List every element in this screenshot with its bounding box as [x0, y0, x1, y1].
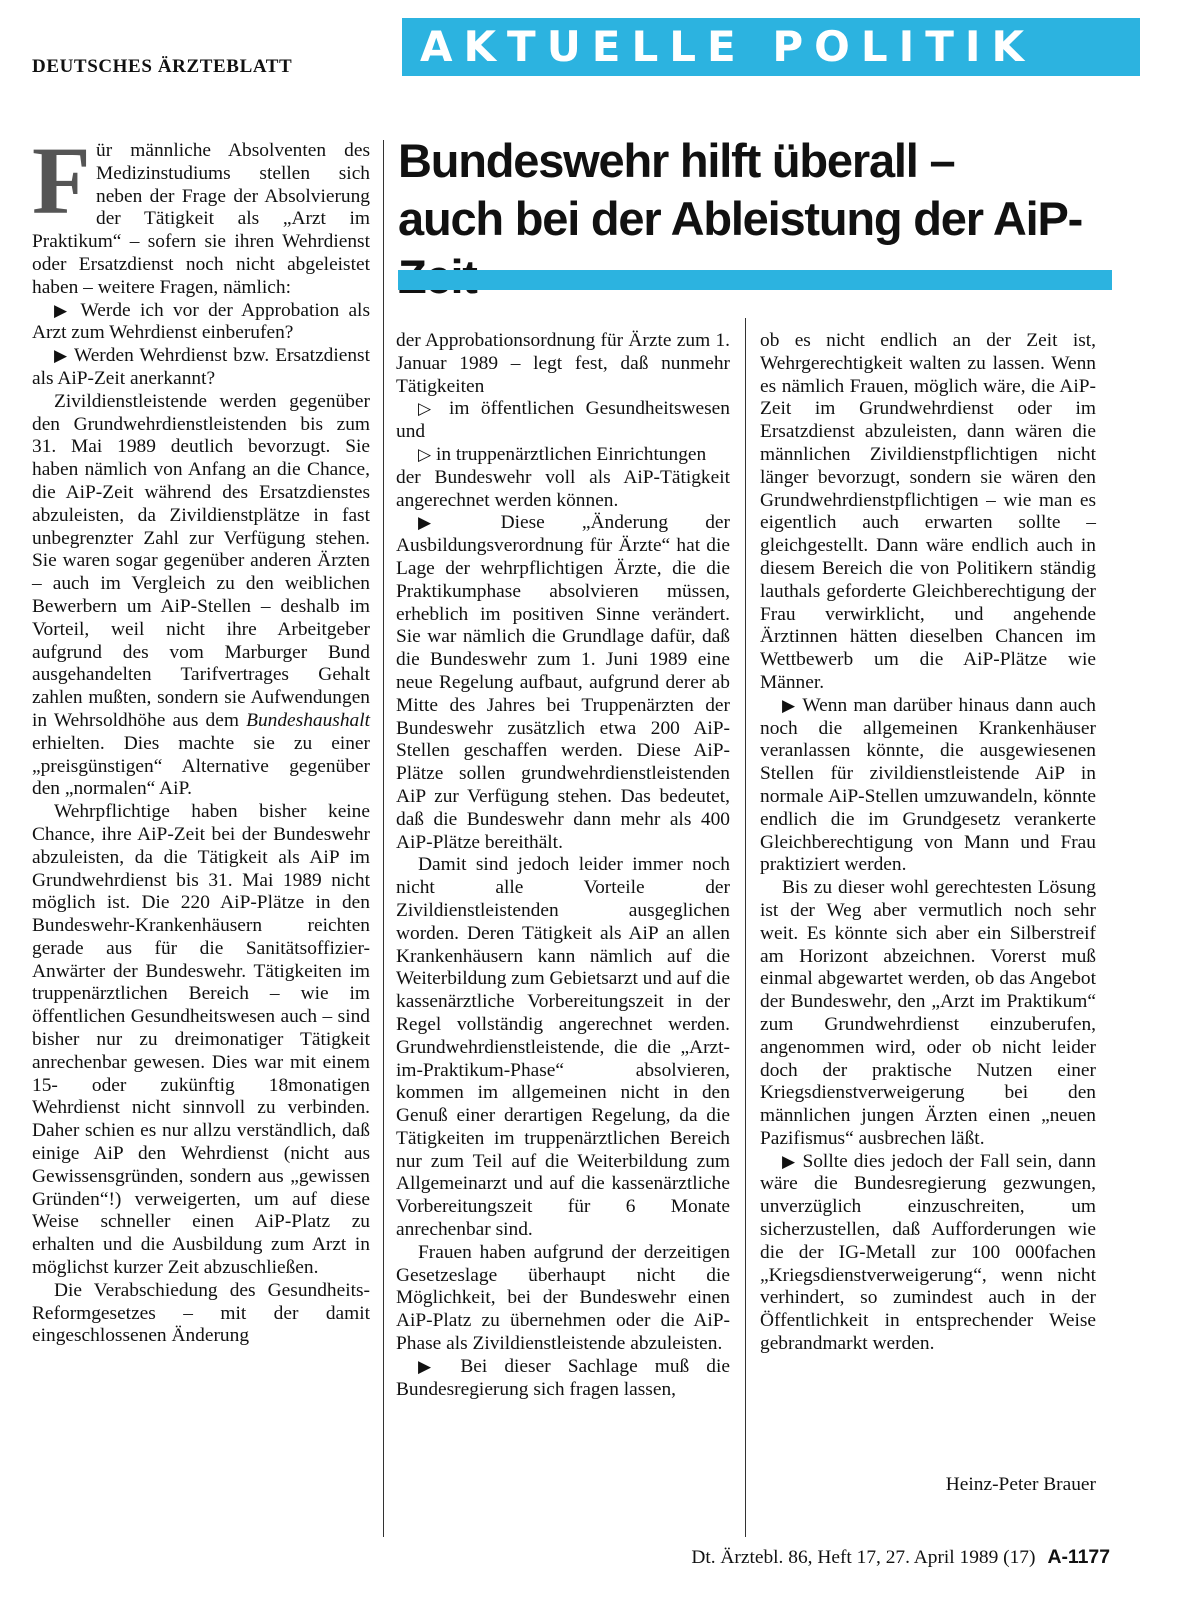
headline-underline-bar	[398, 270, 1112, 290]
body-paragraph: ob es nicht endlich an der Zeit ist, Wehrgerechtigkeit walten zu lassen. Wenn es nämlich Frauen, möglich wäre, die AiP-Zeit im Grundwehrdienst oder im Ersatzdienst abzuleisten, dann wären die männlichen Zivildienstpflichtigen nicht länger bevorzugt, sondern sie wären den Grundwehrdienstpflichtigen – wie man es eigentlich auch erwarten sollte – gleichgestellt. Dann wäre endlich auch in diesem Bereich die von Politikern ständig lauthals geforderte Gleichberechtigung der Frau verwirklicht, und angehende Ärztinnen hätten dieselben Chancen im Wettbewerb um die AiP-Plätze wie Männer.	[760, 330, 1096, 693]
article-column-3	[760, 330, 1096, 1356]
body-paragraph: der Approbationsordnung für Ärzte zum 1. Januar 1989 – legt fest, daß nunmehr Tätigkeiten	[396, 330, 730, 397]
black-right-triangle-icon: ▶	[418, 1356, 444, 1377]
black-right-triangle-icon: ▶	[782, 695, 797, 716]
body-paragraph: Damit sind jedoch leider immer noch nicht alle Vorteile der Zivildienstleistenden ausgeglichen worden. Deren Tätigkeit als AiP an allen Krankenhäusern kann nämlich auf die Weiterbildung zum Gebietsarzt und auf die kassenärztliche Vorbereitungszeit in der Regel vollständig angerechnet werden. Grundwehrdienstleistende, die die „Arzt-im-Praktikum-Phase“ absolvieren, kommen im allgemeinen nicht in den Genuß einer derartigen Regelung, da die Tätigkeiten im truppenärztlichen Bereich nur zum Teil auf die Weiterbildung zum Allgemeinarzt und auf die kassenärztliche Vorbereitungszeit für 6 Monate anrechenbar sind.	[396, 854, 730, 1241]
page-footer	[600, 1546, 1110, 1569]
outline-right-triangle-icon: ▷	[418, 399, 438, 420]
black-right-triangle-icon: ▶	[54, 346, 69, 367]
body-paragraph: Die Verabschiedung des Gesundheits-Reformgesetzes – mit der damit eingeschlossenen Änderung	[32, 1279, 370, 1347]
headline-line-1: Bundeswehr hilft überall –	[398, 134, 955, 187]
bullet-paragraph: ▶ Bei dieser Sachlage muß die Bundesregierung sich fragen lassen,	[396, 1355, 730, 1400]
question-bullet: ▶ Werde ich vor der Approbation als Arzt zum Wehrdienst einberufen?	[32, 299, 370, 344]
column-divider	[383, 140, 384, 1537]
bullet-paragraph: ▶ Sollte dies jedoch der Fall sein, dann wäre die Bundesregierung gezwungen, unverzüglich einzuschreiten, um sicherzustellen, daß Aufforderungen wie die der IG-Metall zur 100 000fachen „Kriegsdienstverweigerung“, wenn nicht verhindert, so zumindest auch in der Öffentlichkeit in entsprechender Weise gebrandmarkt werden.	[760, 1150, 1096, 1355]
question-bullet: ▶ Werden Wehrdienst bzw. Ersatzdienst als AiP-Zeit anerkannt?	[32, 345, 370, 389]
citation: Dt. Ärztebl. 86, Heft 17, 27. April 1989 (17)	[691, 1547, 1036, 1568]
outline-right-triangle-icon: ▷	[418, 444, 432, 465]
body-paragraph: Bis zu dieser wohl gerechtesten Lösung ist der Weg aber vermutlich noch sehr weit. Es könnte sich aber ein Silberstreif am Horizont abzeichnen. Vorerst muß einmal abgewartet werden, ob das Angebot der Bundeswehr, den „Arzt im Praktikum“ zum Grundwehrdienst einzuberufen, angenommen wird, oder ob nicht leider doch der praktische Nutzen einer Kriegsdienstverweigerung bei den männlichen jungen Ärzten einen „neuen Pazifismus“ ausbrechen läßt.	[760, 877, 1096, 1149]
drop-cap: F	[32, 127, 91, 234]
article-column-2	[396, 330, 730, 1401]
column-divider	[745, 318, 746, 1537]
article-column-1	[32, 127, 370, 1348]
body-paragraph: Wehrpflichtige haben bisher keine Chance, ihre AiP-Zeit bei der Bundeswehr abzuleisten, da die Tätigkeit als AiP im Grundwehrdienst bis 31. Mai 1989 nicht möglich ist. Die 220 AiP-Plätze in den Bundeswehr-Krankenhäusern reichten gerade aus für die Sanitätsoffizier-Anwärter der Bundeswehr. Tätigkeiten im truppenärztlichen Bereich – wie im öffentlichen Gesundheitswesen auch – sind bisher nur zu dreimonatiger Tätigkeit anrechenbar gewesen. Dies war mit einem 15- oder zukünftig 18monatigen Wehrdienst nicht sinnvoll zu verbinden. Daher schien es nur allzu verständlich, daß einige AiP den Wehrdienst (nicht aus Gewissensgründen, sondern aus „gewissen Gründen“!) verweigerten, um auf diese Weise schneller einen AiP-Platz zu erhalten und die Ausbildung zum Arzt in möglichst kurzer Zeit abzuschließen.	[32, 801, 370, 1279]
intro-paragraph: Für männliche Absolventen des Medizinstudiums stellen sich neben der Frage der Absolvierung der Tätigkeit als „Arzt im Praktikum“ – sofern sie ihren Wehrdienst oder Ersatzdienst noch nicht abgeleistet haben – weitere Fragen, nämlich:	[32, 127, 370, 298]
body-paragraph: Zivildienstleistende werden gegenüber den Grundwehrdienstleistenden bis zum 31. Mai 1989 deutlich bevorzugt. Sie haben nämlich von Anfang an die Chance, die AiP-Zeit während des Ersatzdienstes abzuleisten, da Zivildienstplätze in fast unbegrenzter Zahl zur Verfügung stehen. Sie waren sogar gegenüber anderen Ärzten – auch im Vergleich zu den weiblichen Bewerbern um AiP-Stellen – deshalb im Vorteil, weil nicht ihre Arbeitgeber aufgrund des vom Marburger Bund ausgehandelten Tarifvertrages Gehalt zahlen mußten, sondern sie Aufwendungen in Wehrsoldhöhe aus dem Bundeshaushalt erhielten. Dies machte sie zu einer „preisgünstigen“ Alternative gegenüber den „normalen“ AiP.	[32, 390, 370, 800]
bullet-paragraph: ▶ Wenn man darüber hinaus dann auch noch die allgemeinen Krankenhäuser veranlassen könnte, die ausgewiesenen Stellen für zivildienstleistende AiP in normale AiP-Stellen umzuwandeln, könnte endlich die im Grundgesetz verankerte Gleichberechtigung von Mann und Frau praktiziert werden.	[760, 694, 1097, 876]
sub-bullet: ▷ in truppenärztlichen Einrichtungen	[418, 443, 707, 465]
black-right-triangle-icon: ▶	[54, 300, 72, 321]
masthead: DEUTSCHES ÄRZTEBLATT	[32, 56, 293, 77]
headline-line-2: auch bei der Ableistung der AiP-	[398, 192, 1083, 245]
body-paragraph: der Bundeswehr voll als AiP-Tätigkeit angerechnet werden können.	[396, 466, 730, 511]
sub-bullet: ▷ im öffentlichen Gesundheitswesen und	[396, 398, 730, 443]
page-number: A-1177	[1047, 1546, 1110, 1568]
black-right-triangle-icon: ▶	[418, 513, 464, 534]
author-byline: Heinz-Peter Brauer	[945, 1474, 1096, 1495]
bullet-paragraph: ▶ Diese „Änderung der Ausbildungsverordnung für Ärzte“ hat die Lage der wehrpflichtigen Ärzte, die die Praktikumphase absolvieren müssen, erheblich im positiven Sinne verändert. Sie war nämlich die Grundlage dafür, daß die Bundeswehr zum 1. Juni 1989 eine neue Regelung aufbaut, aufgrund derer ab Mitte des Jahres bei Truppenärzten der Bundeswehr zusätzlich etwa 200 AiP-Stellen geschaffen werden. Diese AiP-Plätze sollen grundwehrdienstleistenden AiP zur Verfügung stehen. Das bedeutet, daß die Bundeswehr dann mehr als 400 AiP-Plätze bereithält.	[396, 512, 730, 853]
body-paragraph: Frauen haben aufgrund der derzeitigen Gesetzeslage überhaupt nicht die Möglichkeit, bei der Bundeswehr einen AiP-Platz zu übernehmen oder die AiP-Phase als Zivildienstleistende abzuleisten.	[396, 1241, 730, 1355]
black-right-triangle-icon: ▶	[782, 1151, 797, 1172]
section-rubric: AKTUELLE POLITIK	[402, 18, 1140, 76]
